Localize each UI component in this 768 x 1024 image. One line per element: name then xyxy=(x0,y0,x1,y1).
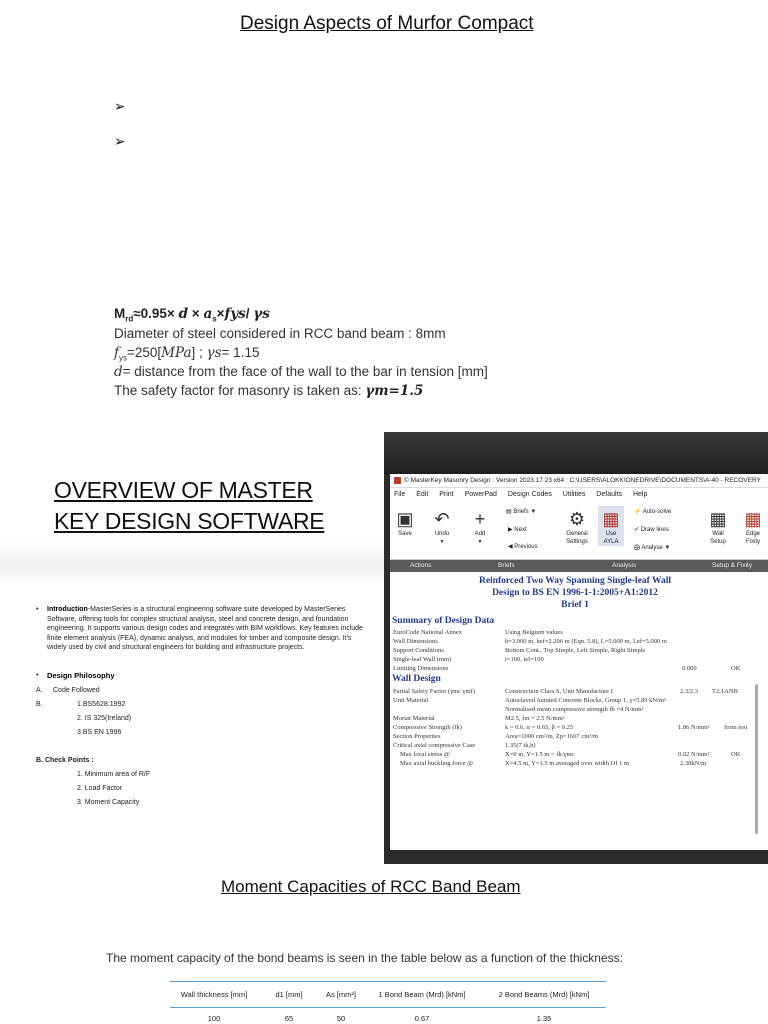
ribbon-toolbar xyxy=(390,502,768,560)
row-value: t=100, tef=100 xyxy=(505,656,544,663)
design-report xyxy=(390,574,760,850)
screenshot-backdrop xyxy=(384,432,768,474)
row-label: Max axial buckling force @ xyxy=(400,760,474,767)
overview-title: OVERVIEW OF MASTER KEY DESIGN SOFTWARE xyxy=(54,477,325,534)
wall-icon: ▦ xyxy=(709,509,727,529)
edge-fixity-button[interactable]: ▦ Edge Fixity xyxy=(740,508,766,546)
wall-setup-button[interactable]: ▦ Wall Setup xyxy=(706,508,730,546)
menu-design-codes[interactable]: Design Codes xyxy=(507,491,552,498)
menu-help[interactable]: Help xyxy=(632,491,648,498)
check-item: 2. Load Factor xyxy=(77,785,123,792)
edge-fixity-icon: ▦ xyxy=(744,509,762,529)
safety-factor-line: The safety factor for masonry is taken as: γm=1.5 xyxy=(114,383,424,399)
overview-shadow xyxy=(0,540,384,585)
summary-heading: Summary of Design Data xyxy=(392,616,495,626)
row-value: Construction Class S, Unit Manufacture I xyxy=(505,688,613,695)
next-button[interactable]: ▶ Next xyxy=(508,527,527,533)
code-item: 1.BS5628:1992 xyxy=(77,701,126,708)
arrow-bullet-icon: ➢ xyxy=(114,98,126,114)
draw-lines-button[interactable]: ✔ Draw lines xyxy=(634,527,669,533)
undo-icon: ↶ xyxy=(434,509,450,529)
design-aspects-title: Design Aspects of Murfor Compact xyxy=(240,13,534,34)
arrow-bullet-icon: ➢ xyxy=(114,133,126,149)
diameter-line: Diameter of steel considered in RCC band beam : 8mm xyxy=(114,326,446,341)
menu-bar xyxy=(390,488,768,502)
analyse-button[interactable]: ⨁ Analyse ▼ xyxy=(634,545,671,551)
code-item: 3.BS EN 1996 xyxy=(77,729,122,736)
table-cell: 100 xyxy=(207,1014,221,1023)
row-value: X=0 m, Y=1.5 m < fk/γmc xyxy=(505,751,575,758)
column-header: d1 [mm] xyxy=(258,982,320,1008)
menu-edit[interactable]: Edit xyxy=(416,491,429,498)
software-screenshot xyxy=(384,432,768,864)
code-b-marker: B. xyxy=(36,701,43,708)
code-item: 2. IS 325(Ireland) xyxy=(77,715,132,722)
previous-button[interactable]: ◀ Previous xyxy=(508,544,538,550)
group-setup-fixity: Setup & Fixity xyxy=(712,562,753,569)
undo-button[interactable]: ↶ Undo ▼ xyxy=(430,508,454,546)
menu-utilities[interactable]: Utilities xyxy=(562,491,586,498)
row-label: Unit Material xyxy=(393,697,429,704)
moment-capacities-title: Moment Capacities of RCC Band Beam xyxy=(221,877,521,896)
row-value: X=4.5 m, Y=1.5 m averaged over width Of 1 m xyxy=(505,760,630,767)
row-value: Area=1000 cm²/m, Zp=1667 cm³/m xyxy=(505,733,599,740)
row-ok: OK xyxy=(731,751,741,758)
check-item: 3. Moment Capacity xyxy=(77,799,140,806)
introduction-text: Introduction-MasterSeries is a structural engineering software suite developed by MasterSeries Software, offering tools for complex structural analysis, steel and concrete design, and foundation engineering. It supports various design codes and integrates with BIM workflows. Key features include finite element analysis (FEA), dynamic analysis, and modules for timber and composite design. It's widely used by civil and structural engineers for building and infrastructure projects. xyxy=(47,606,363,651)
report-scrollbar[interactable] xyxy=(755,684,758,834)
row-value: Normalised mean compressive strength fb =4 N/mm² xyxy=(505,706,644,713)
row-number: 2.38kN/m xyxy=(680,760,707,767)
moment-capacity-table xyxy=(170,981,606,1024)
check-item: 1. Minimum area of R/F xyxy=(77,771,151,778)
group-analysis: Analysis xyxy=(612,562,637,569)
general-settings-button[interactable]: ⚙ General Settings xyxy=(562,508,592,546)
row-number: 2.3/2.3 xyxy=(680,688,699,695)
bullet-icon: • xyxy=(36,670,39,679)
plus-icon: + xyxy=(474,509,486,529)
table-cell: 1.35 xyxy=(536,1014,552,1023)
save-button[interactable]: ▣ Save xyxy=(394,508,416,538)
bullet-icon: • xyxy=(36,604,39,613)
column-header: 2 Bond Beams (Mrd) [kNm] xyxy=(482,982,606,1008)
table-cell: 50 xyxy=(336,1014,346,1023)
row-value: h=3.000 m, hef=2.206 m (Eqn. 5.8), L=5.000 m, Lef=5.000 m xyxy=(505,638,667,645)
check-points-heading: B. Check Points : xyxy=(36,757,94,764)
row-value: M2.5, fm = 2.5 N/mm² xyxy=(505,715,565,722)
masterkey-window xyxy=(390,474,768,850)
row-label: EuroCode National Annex xyxy=(393,629,462,636)
row-value: Autoclaved Aerated Concrete Blocks, Group 1, γ=5.89 kN/m³ xyxy=(505,697,666,704)
table-row xyxy=(170,1008,606,1024)
app-logo-icon xyxy=(394,477,401,484)
design-philosophy-heading: Design Philosophy xyxy=(47,671,115,680)
code-followed-label: Code Followed xyxy=(53,687,100,694)
fys-line: $f_{ys}=250[MPa]$ ; γs= 1.15 xyxy=(114,345,260,363)
row-label: Support Conditions xyxy=(393,647,444,654)
row-label: Limiting Dimensions xyxy=(393,665,449,672)
group-actions: Actions xyxy=(410,562,432,569)
window-titlebar xyxy=(390,474,768,488)
menu-defaults[interactable]: Defaults xyxy=(596,491,622,498)
row-label: Wall Dimensions xyxy=(393,638,438,645)
row-value: Bottom Cont., Top Simple, Left Simple, Right Simple xyxy=(505,647,646,654)
limiting-ok: OK xyxy=(731,665,741,672)
lightning-icon: ⚡ xyxy=(634,509,642,515)
table-cell: 65 xyxy=(284,1014,294,1023)
row-label: Single-leaf Wall (mm) xyxy=(393,656,452,663)
group-briefs: Briefs xyxy=(498,562,515,569)
briefs-icon: ▤ xyxy=(506,509,512,515)
column-header: 1 Bond Beam (Mrd) [kNm] xyxy=(362,982,482,1008)
row-reference: T2.1ANB xyxy=(712,688,738,695)
d-definition-line: d= distance from the face of the wall to the bar in tension [mm] xyxy=(114,364,488,380)
row-label: Section Properties xyxy=(393,733,441,740)
row-number: 0.02 N/mm² xyxy=(678,751,710,758)
limiting-value: 0.000 xyxy=(682,665,697,672)
use-ayla-button[interactable]: ▦ Use AYLA xyxy=(598,506,624,546)
column-header: As [mm²] xyxy=(320,982,362,1008)
report-subheading: Design to BS EN 1996-1-1:2005+A1:2012 xyxy=(492,588,658,598)
save-icon: ▣ xyxy=(396,509,414,529)
wall-design-heading: Wall Design xyxy=(392,674,441,684)
gear-icon: ⚙ xyxy=(568,509,586,529)
row-value: Using Belgium values xyxy=(505,629,563,636)
row-number: 1.86 N/mm² xyxy=(678,724,710,731)
menu-file[interactable]: File xyxy=(394,491,406,498)
previous-icon: ◀ xyxy=(508,544,513,550)
row-label: Compressive Strength (fk) xyxy=(393,724,462,731)
window-title: © MasterKey Masonry Design : Version 2023.17.23 x64 : C:\USERS\ALOKK\ONEDRIVE\DOCUMENTS\A-40 - RECOVERY xyxy=(404,477,761,484)
briefs-button[interactable]: ▤ Briefs ▼ xyxy=(506,509,537,515)
row-value: 1.35(7 tk,h) xyxy=(505,742,536,749)
auto-solve-button[interactable]: ⚡ Auto-solve xyxy=(634,509,672,515)
draw-lines-icon: ✔ xyxy=(634,527,640,533)
column-header: Wall thickness [mm] xyxy=(170,982,258,1008)
table-header-row xyxy=(170,982,606,1008)
row-label: Partial Safety Factor (γmc γmf) xyxy=(393,688,475,695)
row-label: Max local stress @ xyxy=(400,751,450,758)
add-button[interactable]: + Add ▼ xyxy=(470,508,490,546)
report-heading: Reinforced Two Way Spanning Single-leaf Wall xyxy=(478,576,672,586)
mrd-formula: $M_{rd}\approx 0.95\times d \times a_s\times fys/$ γs xyxy=(114,306,270,324)
row-value: k = 0.6, α = 0.65, β = 0.25 xyxy=(505,724,574,731)
row-reference: from test xyxy=(724,724,748,731)
table-cell: 0.67 xyxy=(414,1014,430,1023)
menu-print[interactable]: Print xyxy=(439,491,454,498)
code-a-marker: A. xyxy=(36,687,43,694)
next-icon: ▶ xyxy=(508,527,513,533)
row-label: Mortar Material xyxy=(393,715,435,722)
ayla-icon: ▦ xyxy=(602,509,620,529)
menu-powerpad[interactable]: PowerPad xyxy=(464,491,497,498)
row-label: Critical axial compressive Case xyxy=(393,742,476,749)
moment-capacity-description: The moment capacity of the bond beams is seen in the table below as a function of the thickness: xyxy=(106,951,623,965)
ribbon-group-labels xyxy=(390,560,768,572)
analyse-icon: ⨁ xyxy=(634,545,640,551)
report-brief: Brief 1 xyxy=(561,600,589,610)
